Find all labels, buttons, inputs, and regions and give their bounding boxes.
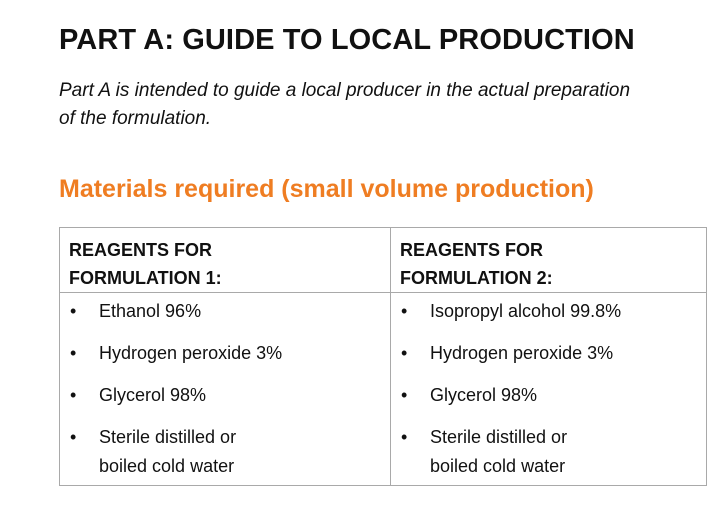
list-item — [391, 423, 706, 481]
formulation-1-reagent-list — [60, 297, 390, 481]
reagent-label: Glycerol 98% — [99, 385, 207, 405]
formulation-2-reagents-cell — [391, 293, 707, 486]
formulation-1-header — [60, 228, 391, 293]
formulation-2-reagent-list — [391, 297, 706, 481]
table-body-row — [60, 293, 707, 486]
bullet-icon: • — [401, 343, 408, 363]
intro-line-1: Part A is intended to guide a local producer in the actual preparation — [59, 80, 631, 101]
reagent-label: Sterile distilled or — [430, 427, 568, 447]
list-item — [60, 381, 390, 410]
list-item — [60, 297, 390, 326]
formulation-2-header-line-1: REAGENTS FOR — [400, 240, 544, 260]
list-item — [60, 339, 390, 368]
reagent-label: Glycerol 98% — [430, 385, 538, 405]
bullet-icon: • — [401, 427, 408, 447]
table-header-row — [60, 228, 707, 293]
bullet-icon: • — [70, 427, 77, 447]
intro-line-2: of the formulation. — [59, 108, 212, 129]
bullet-icon: • — [70, 385, 77, 405]
list-item — [391, 297, 706, 326]
reagent-label: Ethanol 96% — [99, 301, 202, 321]
formulation-1-header-line-2: FORMULATION 1: — [69, 268, 222, 288]
reagent-label: Sterile distilled or — [99, 427, 237, 447]
formulation-1-header-line-1: REAGENTS FOR — [69, 240, 213, 260]
bullet-icon: • — [70, 301, 77, 321]
reagent-label-continued: boiled cold water — [430, 456, 566, 476]
reagent-label: Hydrogen peroxide 3% — [430, 343, 614, 363]
reagents-table — [59, 227, 707, 486]
bullet-icon: • — [401, 301, 408, 321]
formulation-2-header-line-2: FORMULATION 2: — [400, 268, 553, 288]
reagent-label: Isopropyl alcohol 99.8% — [430, 301, 622, 321]
page-title: PART A: GUIDE TO LOCAL PRODUCTION — [59, 24, 635, 56]
formulation-1-reagents-cell — [60, 293, 391, 486]
bullet-icon: • — [70, 343, 77, 363]
intro-paragraph — [59, 77, 699, 133]
bullet-icon: • — [401, 385, 408, 405]
materials-section-heading: Materials required (small volume production) — [59, 175, 594, 203]
list-item — [60, 423, 390, 481]
reagent-label-continued: boiled cold water — [99, 456, 235, 476]
list-item — [391, 381, 706, 410]
reagent-label: Hydrogen peroxide 3% — [99, 343, 283, 363]
list-item — [391, 339, 706, 368]
formulation-2-header — [391, 228, 707, 293]
